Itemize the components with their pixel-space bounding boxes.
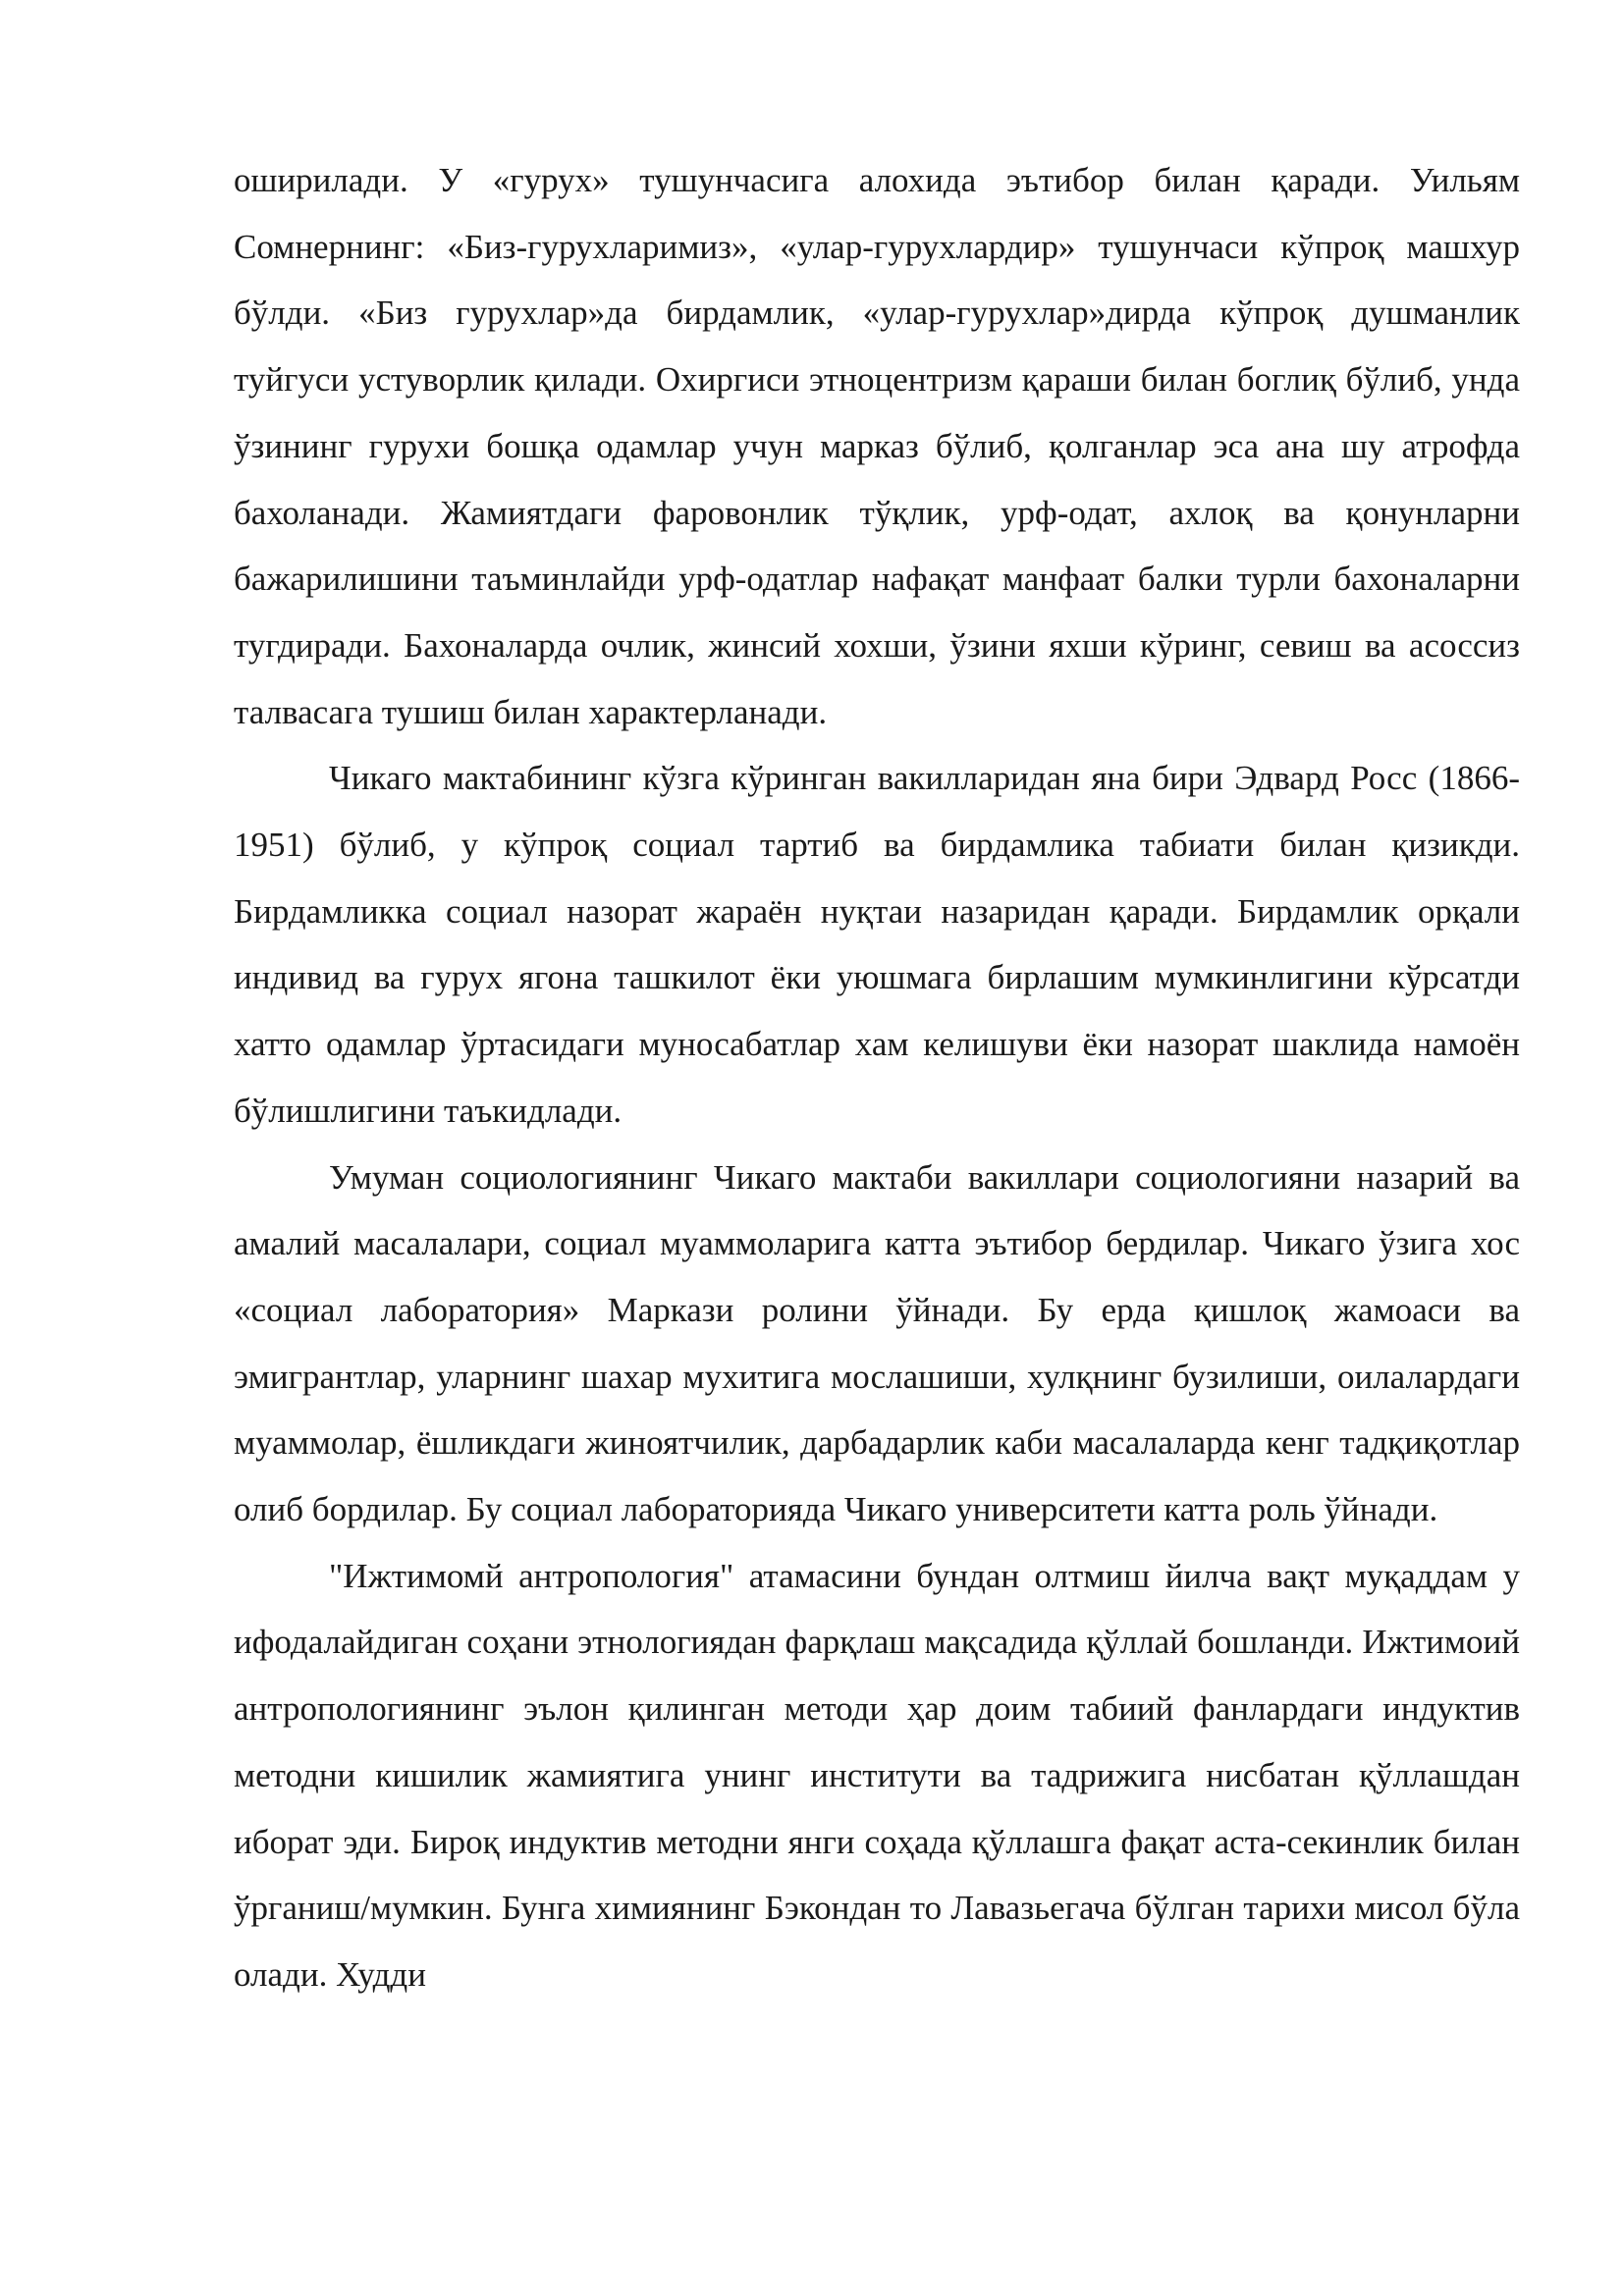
paragraph-2: Чикаго мактабининг кўзга кўринган вакилларидан яна бири Эдвард Росс (1866-1951) бўлиб, у кўпроқ социал тартиб ва бирдамлика табиати билан қизикди. Бирдамликка социал назорат жараён нуқтаи назаридан қаради. Бирдамлик орқали индивид ва гурух ягона ташкилот ёки уюшмага бирлашим мумкинлигини кўрсатди хатто одамлар ўртасидаги муносабатлар хам келишуви ёки назорат шаклида намоён бўлишлигини таъкидлади. — [234, 759, 1520, 1130]
paragraph-4: "Ижтимомй антропология" атамасини бундан олтмиш йилча вақт муқаддам у ифодалайдиган соҳани этнологиядан фарқлаш мақсадида қўллай бошланди. Ижтимоий антропологиянинг эълон қилинган методи ҳар доим табиий фанлардаги индуктив методни кишилик жамиятига унинг институти ва тадрижига нисбатан қўллашдан иборат эди. Бироқ индуктив методни янги соҳада қўллашга фақат аста-секинлик билан ўрганиш/мумкин. Бунга химиянинг Бэкондан то Лавазьегача бўлган тарихи мисол бўла олади. Худди — [234, 1556, 1520, 1994]
paragraph-3: Умуман социологиянинг Чикаго мактаби вакиллари социологияни назарий ва амалий масалалари, социал муаммоларига катта эътибор бердилар. Чикаго ўзига хос «социал лаборатория» Маркази ролини ўйнади. Бу ерда қишлоқ жамоаси ва эмигрантлар, уларнинг шахар мухитига мослашиши, хулқнинг бузилиши, оилалардаги муаммолар, ёшликдаги жиноятчилик, дарбадарлик каби масалаларда кенг тадқиқотлар олиб бордилар. Бу социал лабораторияда Чикаго университети катта роль ўйнади. — [234, 1157, 1520, 1529]
document-body — [234, 147, 1520, 2008]
paragraph-1: оширилади. У «гурух» тушунчасига алохида эътибор билан қаради. Уильям Сомнернинг: «Биз-гурухларимиз», «улар-гурухлардир» тушунчаси кўпроқ машхур бўлди. «Биз гурухлар»да бирдамлик, «улар-гурухлар»дирда кўпроқ душманлик туйгуси устуворлик қилади. Охиргиси этноцентризм қараши билан боглиқ бўлиб, унда ўзининг гурухи бошқа одамлар учун марказ бўлиб, қолганлар эса ана шу атрофда бахоланади. Жамиятдаги фаровонлик тўқлик, урф-одат, ахлоқ ва қонунларни бажарилишини таъминлайди урф-одатлар нафақат манфаат балки турли бахоналарни тугдиради. Бахоналарда очлик, жинсий хохши, ўзини яхши кўринг, севиш ва асоссиз талвасага тушиш билан характерланади. — [234, 161, 1520, 731]
